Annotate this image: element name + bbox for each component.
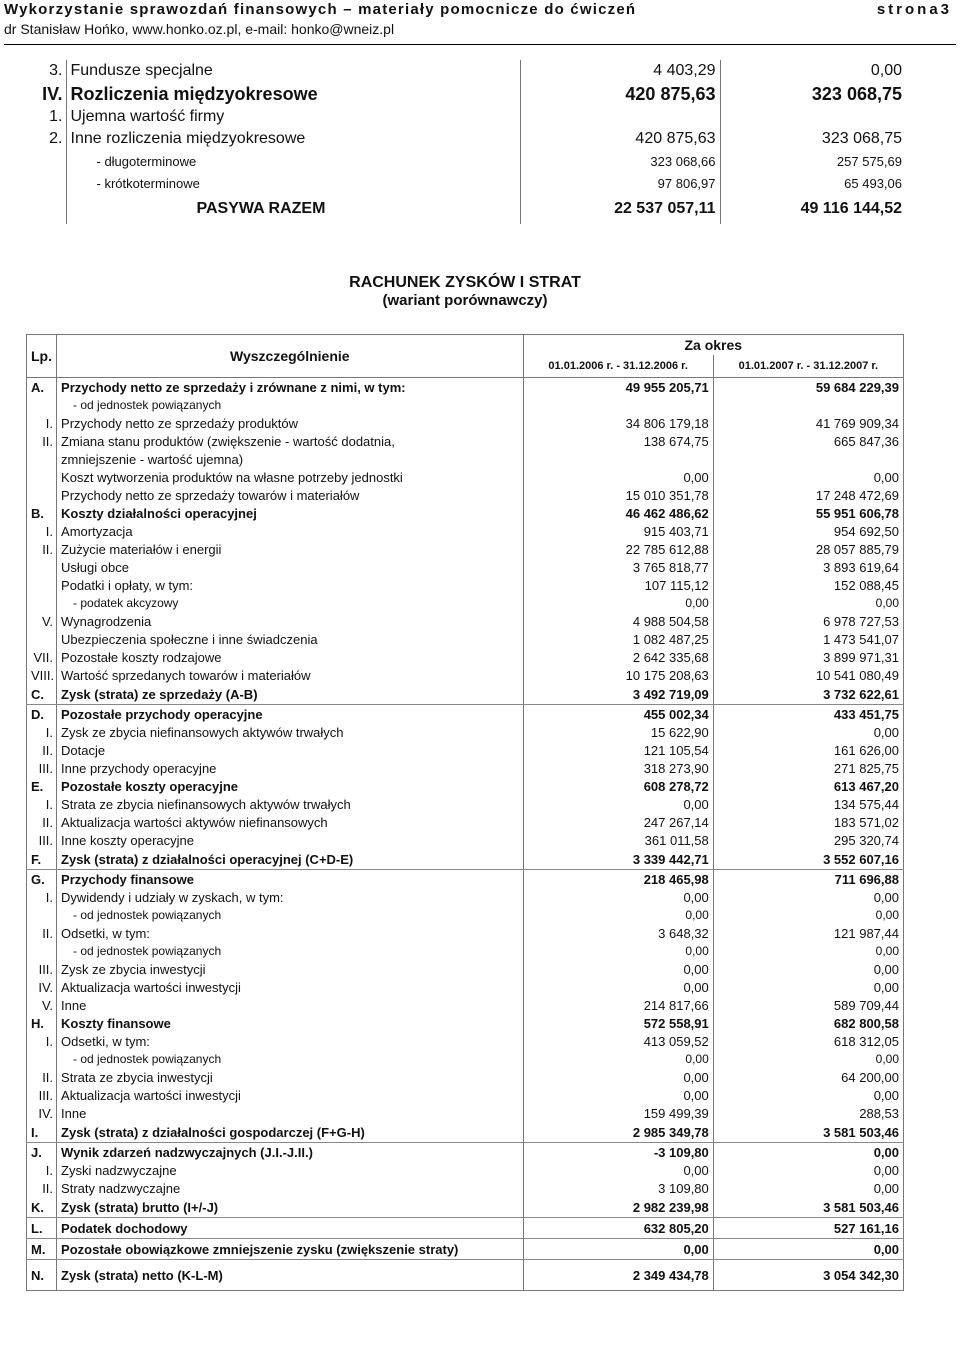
row-number [27,576,57,594]
table-row [27,777,904,795]
table-row [27,1068,904,1086]
table-row [27,705,904,724]
row-label: Inne przychody operacyjne [57,759,524,777]
table-row [27,468,904,486]
value-2006: 0,00 [523,960,713,978]
row-label: Usługi obce [57,558,524,576]
value-prev: 97 806,97 [520,172,720,194]
row-label: Podatek dochodowy [57,1218,524,1239]
table-row [27,1014,904,1032]
statement-title: RACHUNEK ZYSKÓW I STRAT [349,274,581,291]
value-2006: 34 806 179,18 [523,414,713,432]
row-number: II. [27,1068,57,1086]
row-label: Pozostałe obowiązkowe zmniejszenie zysku (zwiększenie straty) [57,1239,524,1260]
row-label: Zmiana stanu produktów (zwiększenie - wartość dodatnia, [57,432,524,450]
row-number: I. [27,1032,57,1050]
table-row [27,1218,904,1239]
row-label: PASYWA RAZEM [66,194,520,224]
row-number: I. [27,723,57,741]
table-row [27,1086,904,1104]
table-row [27,942,904,960]
row-label: - długoterminowe [66,150,520,172]
table-row [27,849,904,870]
value-2007: 0,00 [713,1239,903,1260]
row-label: - od jednostek powiązanych [57,942,524,960]
value-2006 [523,450,713,468]
row-number: I. [27,1122,57,1143]
income-statement [26,268,906,1354]
page-number: strona3 [876,1,952,18]
row-label: - krótkoterminowe [66,172,520,194]
row-label: Zysk (strata) brutto (I+/-J) [57,1197,524,1218]
value-curr [720,106,906,128]
value-2006: 0,00 [523,1068,713,1086]
value-2006: 0,00 [523,1050,713,1068]
row-number: J. [27,1143,57,1162]
row-label: Rozliczenia międzyokresowe [66,82,520,106]
table-row [27,522,904,540]
table-row [27,906,904,924]
row-number: III. [27,1086,57,1104]
table-row [27,795,904,813]
table-row [27,924,904,942]
row-number: II. [27,813,57,831]
col-lp: Lp. [27,335,57,378]
table-row [27,996,904,1014]
row-label: Ubezpieczenia społeczne i inne świadczenia [57,630,524,648]
row-label: Przychody netto ze sprzedaży produktów [57,414,524,432]
row-label: Zysk (strata) netto (K-L-M) [57,1260,524,1291]
value-2007: 0,00 [873,1162,899,1178]
value-2006: 0,00 [523,594,713,612]
value-prev: 323 068,66 [520,150,720,172]
row-number: M. [27,1239,57,1260]
table-row [27,870,904,889]
col-period: Za okres [684,337,743,353]
value-2007: 41 769 909,34 [815,415,899,431]
table-row [27,630,904,648]
value-2006: 632 805,20 [523,1218,713,1239]
value-2006: 4 988 504,58 [523,612,713,630]
value-2006: 3 648,32 [523,924,713,942]
value-2007: 0,00 [873,961,899,977]
value-2007: 665 847,36 [833,433,899,449]
value-2006: 3 109,80 [523,1179,713,1197]
value-2007: 527 161,16 [713,1218,903,1239]
value-2007: 0,00 [873,1180,899,1196]
value-2006: 247 267,14 [523,813,713,831]
value-2006: 2 642 335,68 [523,648,713,666]
value-2006: 3 765 818,77 [523,558,713,576]
income-table [26,334,904,1291]
value-2007: 152 088,45 [833,577,899,593]
row-label: Amortyzacja [57,522,524,540]
value-2007: 589 709,44 [833,997,899,1013]
row-number: III. [27,831,57,849]
row-number: IV. [27,1104,57,1122]
row-label: Zysk (strata) z działalności gospodarczej (F+G-H) [57,1122,524,1143]
value-2007: 0,00 [875,908,899,922]
table-row [27,1260,904,1291]
row-number: V. [27,996,57,1014]
value-2007: 0,00 [873,469,899,485]
statement-title-block [26,274,904,309]
value-2006: 15 622,90 [523,723,713,741]
table-row [27,1104,904,1122]
row-number: II. [27,924,57,942]
value-prev [520,106,720,128]
table-row [27,666,904,684]
value-2006: 121 105,54 [523,741,713,759]
table-row [27,378,904,397]
value-2006: 107 115,12 [523,576,713,594]
table-row [14,128,906,150]
row-label: Odsetki, w tym: [57,1032,524,1050]
row-number [14,194,66,224]
table-row [14,194,906,224]
value-2007: 161 626,00 [833,742,899,758]
row-label: Zysk (strata) ze sprzedaży (A-B) [57,684,524,705]
value-2007: 3 581 503,46 [713,1197,903,1218]
value-2006: 218 465,98 [523,870,713,889]
value-2006: 22 785 612,88 [523,540,713,558]
value-2006: 0,00 [523,795,713,813]
row-label: - od jednostek powiązanych [57,1050,524,1068]
row-label: Wynagrodzenia [57,612,524,630]
row-number [27,942,57,960]
col-period-2007: 01.01.2007 r. - 31.12.2007 r. [713,355,903,378]
table-row [27,558,904,576]
table-row [27,1161,904,1179]
table-row [27,594,904,612]
value-2006 [523,396,713,414]
row-number: 2. [14,128,66,150]
row-label: Podatki i opłaty, w tym: [57,576,524,594]
table-row [27,396,904,414]
table-row [27,414,904,432]
row-number: E. [27,777,57,795]
value-2006: 0,00 [523,978,713,996]
table-header-row [27,335,904,356]
page-header [4,0,956,45]
value-2006: 2 349 434,78 [523,1260,713,1291]
row-label: Przychody netto ze sprzedaży i zrównane z nimi, w tym: [57,378,524,397]
row-number: I. [27,888,57,906]
row-label: Ujemna wartość firmy [66,106,520,128]
author-line: dr Stanisław Hońko, www.honko.oz.pl, e-mail: honko@wneiz.pl [4,21,395,37]
row-label: Koszt wytworzenia produktów na własne potrzeby jednostki [57,468,524,486]
value-2006: 0,00 [523,1239,713,1260]
table-row [27,504,904,522]
row-number: II. [27,432,57,450]
value-2007: 121 987,44 [833,925,899,941]
balance-sheet-fragment [14,60,906,222]
row-label: Inne koszty operacyjne [57,831,524,849]
table-row [27,612,904,630]
table-row [27,1050,904,1068]
row-number [27,630,57,648]
value-2007: 0,00 [873,1144,899,1160]
row-label: Zysk (strata) z działalności operacyjnej (C+D-E) [57,849,524,870]
value-2007: 10 541 080,49 [815,667,899,683]
row-label: Zyski nadzwyczajne [57,1161,524,1179]
row-label: zmniejszenie - wartość ujemna) [57,450,524,468]
value-2006: 318 273,90 [523,759,713,777]
row-label: Wartość sprzedanych towarów i materiałów [57,666,524,684]
value-prev: 22 537 057,11 [520,194,720,224]
value-2007: 0,00 [873,979,899,995]
value-2007: 3 893 619,64 [823,559,899,575]
row-label: Zysk ze zbycia inwestycji [57,960,524,978]
value-prev: 420 875,63 [520,128,720,150]
value-2006: 49 955 205,71 [523,378,713,397]
row-number: F. [27,849,57,870]
row-label: Koszty finansowe [57,1014,524,1032]
statement-subtitle: (wariant porównawczy) [382,292,548,309]
row-number: IV. [27,978,57,996]
row-number [27,1050,57,1068]
table-row [27,1122,904,1143]
value-prev: 420 875,63 [520,82,720,106]
value-2007: 0,00 [875,944,899,958]
row-number: V. [27,612,57,630]
row-label: - od jednostek powiązanych [57,396,524,414]
col-period-2006: 01.01.2006 r. - 31.12.2006 r. [523,355,713,378]
value-2006: 15 010 351,78 [523,486,713,504]
row-number: D. [27,705,57,724]
row-number: II. [27,1179,57,1197]
value-2007: 0,00 [873,889,899,905]
table-row [27,450,904,468]
row-number: I. [27,1161,57,1179]
table-row [27,813,904,831]
table-row [27,432,904,450]
value-curr: 65 493,06 [844,175,902,191]
row-label: Dywidendy i udziały w zyskach, w tym: [57,888,524,906]
value-2006: 0,00 [523,888,713,906]
value-2007: 295 320,74 [833,832,899,848]
value-2007: 3 054 342,30 [823,1267,899,1283]
row-number: 1. [14,106,66,128]
row-number: K. [27,1197,57,1218]
table-row [27,741,904,759]
row-number [27,396,57,414]
row-label: - podatek akcyzowy [57,594,524,612]
row-number: VII. [27,648,57,666]
row-number: C. [27,684,57,705]
row-label: Aktualizacja wartości inwestycji [57,978,524,996]
row-label: Pozostałe koszty rodzajowe [57,648,524,666]
value-2007: 3 899 971,31 [823,649,899,665]
value-2007: 271 825,75 [833,760,899,776]
value-2006: 159 499,39 [523,1104,713,1122]
value-2006: 608 278,72 [523,777,713,795]
row-label: Straty nadzwyczajne [57,1179,524,1197]
table-row [14,106,906,128]
value-2007: 0,00 [873,724,899,740]
table-row [27,759,904,777]
value-2007: 0,00 [875,1052,899,1066]
row-number: III. [27,960,57,978]
value-2006: 413 059,52 [523,1032,713,1050]
value-2007: 954 692,50 [833,523,899,539]
row-number: N. [27,1260,57,1291]
row-label: Zużycie materiałów i energii [57,540,524,558]
row-label: Przychody netto ze sprzedaży towarów i materiałów [57,486,524,504]
table-row [14,60,906,82]
row-number [14,150,66,172]
value-2006: 214 817,66 [523,996,713,1014]
row-label: Zysk ze zbycia niefinansowych aktywów trwałych [57,723,524,741]
value-2006: 0,00 [523,906,713,924]
row-number: VIII. [27,666,57,684]
table-row [27,648,904,666]
table-row [14,82,906,106]
row-number: II. [27,741,57,759]
document-title: Wykorzystanie sprawozdań finansowych – materiały pomocnicze do ćwiczeń [4,1,637,18]
row-number [27,594,57,612]
value-2006: 1 082 487,25 [523,630,713,648]
value-2007: 613 467,20 [833,778,899,794]
row-label: Koszty działalności operacyjnej [57,504,524,522]
table-row [14,172,906,194]
row-number: L. [27,1218,57,1239]
row-label: Dotacje [57,741,524,759]
row-label: Strata ze zbycia niefinansowych aktywów trwałych [57,795,524,813]
row-number: H. [27,1014,57,1032]
value-2007 [713,396,903,414]
row-number: I. [27,414,57,432]
row-label: Wynik zdarzeń nadzwyczajnych (J.I.-J.II.) [57,1143,524,1162]
table-row [27,540,904,558]
row-number: B. [27,504,57,522]
value-2006: 46 462 486,62 [523,504,713,522]
row-number [27,558,57,576]
value-2006: 0,00 [523,1161,713,1179]
value-2006: 455 002,34 [523,705,713,724]
value-prev: 4 403,29 [520,60,720,82]
row-number: 3. [14,60,66,82]
row-label: Inne [57,996,524,1014]
value-2007: 28 057 885,79 [815,541,899,557]
row-number: II. [27,540,57,558]
row-label: Pozostałe przychody operacyjne [57,705,524,724]
row-number [27,486,57,504]
value-2007: 682 800,58 [833,1015,899,1031]
row-label: Odsetki, w tym: [57,924,524,942]
value-2007: 1 473 541,07 [823,631,899,647]
value-2007 [713,450,903,468]
row-label: Pozostałe koszty operacyjne [57,777,524,795]
value-2007: 17 248 472,69 [815,487,899,503]
value-2006: 2 982 239,98 [523,1197,713,1218]
value-2006: 915 403,71 [523,522,713,540]
value-2007: 288,53 [859,1105,899,1121]
value-2007: 0,00 [875,596,899,610]
col-desc: Wyszczególnienie [57,335,524,378]
row-label: Inne rozliczenia międzyokresowe [66,128,520,150]
table-row [27,1239,904,1260]
value-curr: 323 068,75 [821,130,902,147]
row-number: I. [27,522,57,540]
value-2006: 10 175 208,63 [523,666,713,684]
row-label: Fundusze specjalne [66,60,520,82]
table-row [27,1179,904,1197]
table-row [27,1143,904,1162]
value-2007: 3 552 607,16 [713,849,903,870]
value-2007: 0,00 [873,1087,899,1103]
value-curr: 257 575,69 [836,153,902,169]
value-2006: 3 339 442,71 [523,849,713,870]
value-2007: 134 575,44 [833,796,899,812]
value-2007: 64 200,00 [841,1069,899,1085]
row-number [27,906,57,924]
row-label: Strata ze zbycia inwestycji [57,1068,524,1086]
row-label: - od jednostek powiązanych [57,906,524,924]
value-2007: 433 451,75 [833,706,899,722]
table-row [27,888,904,906]
value-2007: 55 951 606,78 [815,505,899,521]
table-row [27,1197,904,1218]
table-row [27,978,904,996]
value-curr: 49 116 144,52 [800,200,902,217]
row-number: I. [27,795,57,813]
table-row [27,960,904,978]
value-2006: 3 492 719,09 [523,684,713,705]
value-2007: 6 978 727,53 [823,613,899,629]
row-number [27,468,57,486]
table-row [27,486,904,504]
table-row [27,1032,904,1050]
row-label: Aktualizacja wartości inwestycji [57,1086,524,1104]
value-curr: 323 068,75 [811,83,902,104]
table-row [27,684,904,705]
row-label: Inne [57,1104,524,1122]
value-2007: 183 571,02 [833,814,899,830]
value-2006: 138 674,75 [523,432,713,450]
table-row [14,150,906,172]
value-2006: 0,00 [523,1086,713,1104]
table-row [27,831,904,849]
table-row [27,576,904,594]
row-number: III. [27,759,57,777]
row-label: Aktualizacja wartości aktywów niefinansowych [57,813,524,831]
value-2006: -3 109,80 [523,1143,713,1162]
value-2006: 572 558,91 [523,1014,713,1032]
value-2006: 0,00 [523,942,713,960]
value-2007: 3 581 503,46 [713,1122,903,1143]
value-2007: 618 312,05 [833,1033,899,1049]
row-number: G. [27,870,57,889]
row-number: IV. [14,82,66,106]
value-2007: 711 696,88 [834,871,899,887]
row-number [27,450,57,468]
balance-table [14,60,906,224]
value-2007: 3 732 622,61 [713,684,903,705]
table-row [27,723,904,741]
value-2006: 0,00 [523,468,713,486]
row-number [14,172,66,194]
value-2006: 361 011,58 [523,831,713,849]
value-2007: 59 684 229,39 [815,379,899,395]
value-2006: 2 985 349,78 [523,1122,713,1143]
row-number: A. [27,378,57,397]
value-curr: 0,00 [870,62,902,79]
row-label: Przychody finansowe [57,870,524,889]
